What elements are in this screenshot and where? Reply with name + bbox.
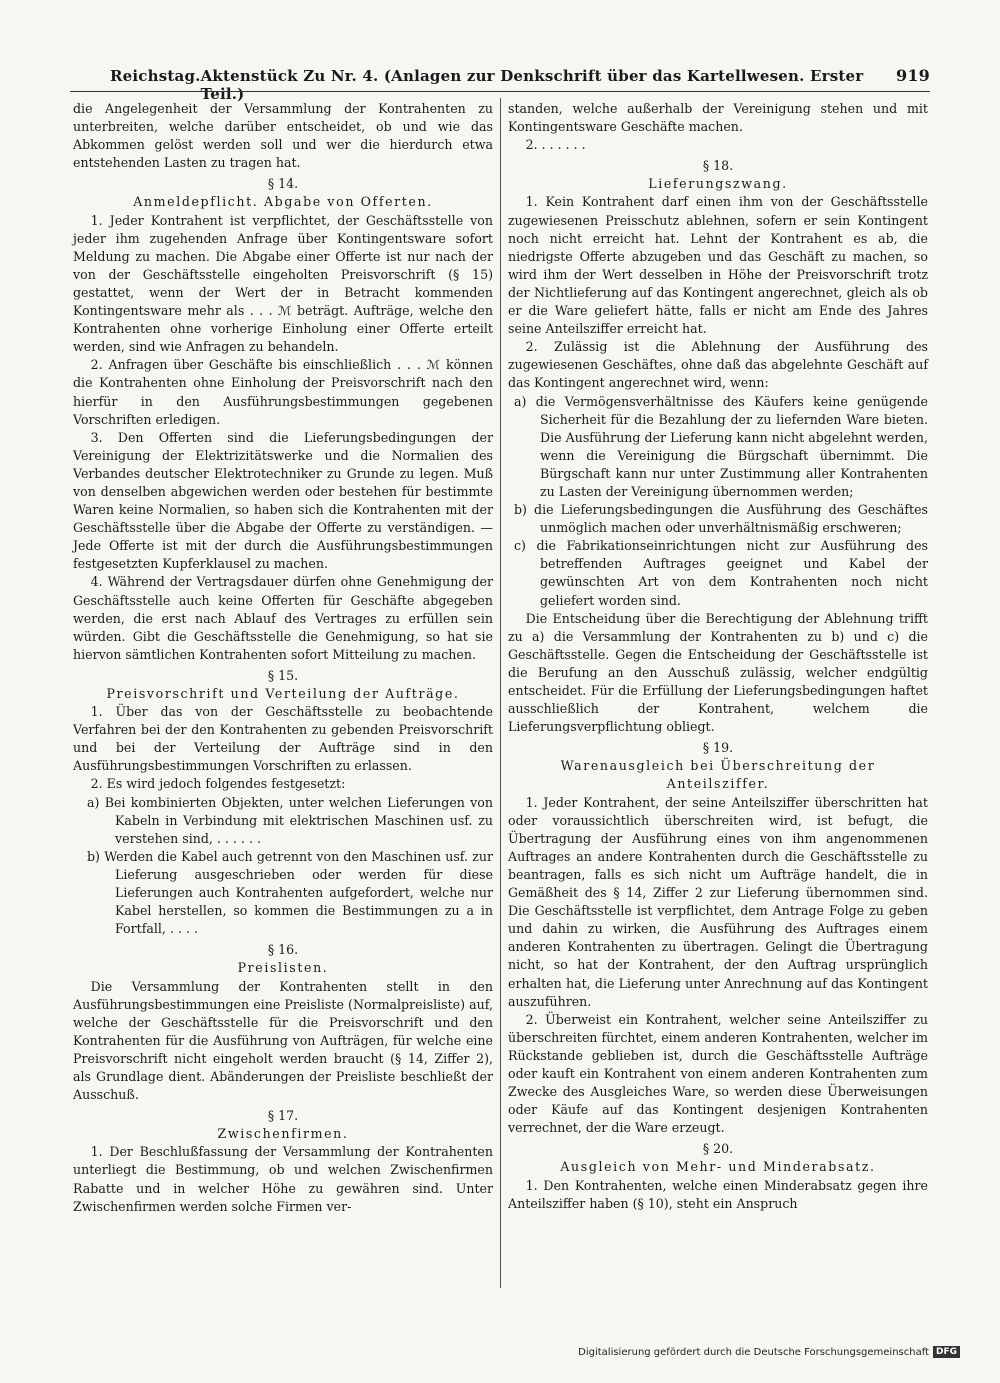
list-item: a) Bei kombinierten Objekten, unter welchen Lieferungen von Kabeln in Verbindung mit elektrischen Maschinen usf. zu verstehen sind, . . . . . . — [87, 794, 493, 846]
page-number: 919 — [896, 66, 930, 85]
section-title: Warenausgleich bei Überschreitung der Anteilsziffer. — [560, 758, 876, 792]
paragraph: 1. Den Kontrahenten, welche einen Minderabsatz gegen ihre Anteilsziffer haben (§ 10), steht ein Anspruch — [508, 1177, 928, 1211]
list-item: b) Werden die Kabel auch getrennt von den Maschinen usf. zur Lieferung ausgeschrieben oder werden für diese Lieferungen auch Kontrahenten aufgefordert, welche nur Kabel herstellen, so kommen die Bestimmungen zu a in Fortfall, . . . . — [87, 848, 493, 937]
section-title: Zwischenfirmen. — [217, 1126, 349, 1142]
section-number: § 20. — [702, 1141, 734, 1157]
section-title: Anmeldepflicht. Abgabe von Offerten. — [133, 194, 433, 210]
section-number: § 15. — [267, 667, 299, 683]
page-header — [110, 66, 930, 103]
section-title: Ausgleich von Mehr- und Minderabsatz. — [560, 1159, 876, 1175]
list-item: c) die Fabrikationseinrichtungen nicht zur Ausführung des betreffenden Auftrages geeignet und Kabel der gewünschten Art von dem Kontrahenten noch nicht geliefert worden sind. — [514, 538, 928, 608]
paragraph: 1. Jeder Kontrahent ist verpflichtet, der Geschäftsstelle von jeder ihm zugehenden Anfrage über Kontingentsware sofort Meldung zu machen. Die Abgabe einer Offerte ist nur nach der von der Geschäftsstelle eingeholten Preisvorschrift (§ 15) gestattet, wenn der Wert der in Betracht kommenden Kontingentsware mehr als . . . ℳ beträgt. Aufträge, welche den Kontrahenten ohne vorherige Einholung einer Offerte erteilt werden, sind wie Anfragen zu behandeln. — [73, 212, 493, 355]
section-number: § 16. — [267, 942, 299, 958]
paragraph: standen, welche außerhalb der Vereinigung stehen und mit Kontingentsware Geschäfte machen. — [508, 101, 928, 135]
paragraph: 1. Jeder Kontrahent, der seine Anteilsziffer überschritten hat oder voraussichtlich überschreiten wird, ist befugt, die Übertragung der Ausführung eines von ihm angenommenen Auftrages an andere Kontrahenten durch die Geschäftsstelle zu beantragen, falls es sich nicht um Aufträge handelt, die in Gemäßheit des § 14, Ziffer 2 zur Lieferung übernommen sind. Die Geschäftsstelle ist verpflichtet, dem Antrage Folge zu geben und dahin zu wirken, die Ausführung des Auftrages einem anderen Kontrahenten zu übertragen. Gelingt die Übertragung nicht, so hat der Kontrahent, der den Auftrag ursprünglich erhalten hat, die Lieferung unter Anrechnung auf das Kontingent auszuführen. — [508, 794, 928, 1009]
column-divider — [500, 98, 501, 1288]
paragraph: 1. Kein Kontrahent darf einen ihm von der Geschäftsstelle zugewiesenen Preisschutz ablehnen, sofern er sein Kontingent noch nicht erreicht hat. Lehnt der Kontrahent es ab, die niedrigste Offerte abzugeben und das Geschäft zu machen, so wird ihm der Wert desselben in Höhe der Preisvorschrift trotz der Nichtlieferung auf das Kontingent angerechnet, gleich als ob er die Ware geliefert hätte, falls er nicht am Ende des Jahres seine Anteilsziffer erreicht hat. — [508, 194, 928, 337]
section-number: § 14. — [267, 176, 299, 192]
dfg-logo: DFG — [933, 1346, 960, 1358]
paragraph: Die Versammlung der Kontrahenten stellt in den Ausführungsbestimmungen eine Preisliste (Normalpreisliste) auf, welche der Geschäftsstelle für die Preisvorschrift und den Kontrahenten für die Ausführung von Aufträgen, für welche eine Preisvorschrift nicht eingeholt werden braucht (§ 14, Ziffer 2), als Grundlage dient. Abänderungen der Preisliste beschließt der Ausschuß. — [73, 978, 493, 1103]
right-column — [508, 100, 928, 1213]
paragraph: die Angelegenheit der Versammlung der Kontrahenten zu unterbreiten, welche darüber entscheidet, ob und wie das Abkommen gelöst werden soll und wer die hierdurch etwa entstehenden Lasten zu tragen hat. — [73, 101, 493, 171]
header-left: Reichstag. — [110, 67, 201, 85]
list-item: b) die Lieferungsbedingungen die Ausführung des Geschäftes unmöglich machen oder unverhältnismäßig erschweren; — [514, 502, 928, 536]
section-number: § 17. — [267, 1108, 299, 1124]
left-column — [73, 100, 493, 1216]
paragraph: 2. Es wird jedoch folgendes festgesetzt: — [90, 776, 346, 792]
header-title: Aktenstück Zu Nr. 4. (Anlagen zur Denkschrift über das Kartellwesen. Erster Teil.) — [200, 67, 864, 103]
paragraph: 2. Zulässig ist die Ablehnung der Ausführung des zugewiesenen Geschäftes, ohne daß das abgelehnte Geschäft auf das Kontingent angerechnet wird, wenn: — [508, 339, 928, 391]
credit-text: Digitalisierung gefördert durch die Deutsche Forschungsgemeinschaft — [578, 1346, 929, 1358]
digitization-credit — [578, 1344, 960, 1360]
paragraph: 2. Überweist ein Kontrahent, welcher seine Anteilsziffer zu überschreiten fürchtet, einem anderen Kontrahenten, welcher im Rückstande geblieben ist, durch die Geschäftsstelle Aufträge oder kauft ein Kontrahent von einem anderen Kontrahenten zum Zwecke des Ausgleiches Ware, so werden diese Überweisungen oder Käufe auf das Kontingent desjenigen Kontrahenten verrechnet, der die Ware erzeugt. — [508, 1011, 928, 1136]
paragraph: 1. Über das von der Geschäftsstelle zu beobachtende Verfahren bei der den Kontrahenten zu gebenden Preisvorschrift und bei der Verteilung der Aufträge sind in den Ausführungsbestimmungen Vorschriften zu erlassen. — [73, 704, 493, 774]
paragraph: 2. Anfragen über Geschäfte bis einschließlich . . . ℳ können die Kontrahenten ohne Einholung der Preisvorschrift nach den hierfür in den Ausführungsbestimmungen gegebenen Vorschriften erledigen. — [73, 357, 493, 427]
paragraph: 1. Der Beschlußfassung der Versammlung der Kontrahenten unterliegt die Bestimmung, ob und welchen Zwischenfirmen Rabatte und in welcher Höhe zu gewähren sind. Unter Zwischenfirmen werden solche Firmen ver- — [73, 1144, 493, 1214]
section-title: Preisvorschrift und Verteilung der Aufträge. — [106, 686, 460, 701]
section-number: § 18. — [702, 158, 734, 174]
section-title: Preislisten. — [237, 960, 329, 976]
section-number: § 19. — [702, 740, 734, 756]
paragraph: Die Entscheidung über die Berechtigung der Ablehnung trifft zu a) die Versammlung der Kontrahenten zu b) und c) die Geschäftsstelle. Gegen die Entscheidung der Geschäftsstelle ist die Berufung an den Ausschuß zulässig, welcher endgültig entscheidet. Für die Erfüllung der Lieferungsbedingungen haftet ausschließlich der Kontrahent, welchem die Lieferungsverpflichtung obliegt. — [508, 610, 928, 735]
section-title: Lieferungszwang. — [648, 176, 788, 192]
paragraph: 2. . . . . . . — [525, 137, 586, 153]
header-rule — [70, 91, 930, 92]
paragraph: 4. Während der Vertragsdauer dürfen ohne Genehmigung der Geschäftsstelle auch keine Offerten für Geschäfte abgegeben werden, die erst nach Ablauf des Vertrages zu erfüllen sein würden. Gibt die Geschäftsstelle die Genehmigung, so hat sie hiervon sämtlichen Kontrahenten sofort Mitteilung zu machen. — [73, 574, 493, 662]
paragraph: 3. Den Offerten sind die Lieferungsbedingungen der Vereinigung der Elektrizitätswerke und die Normalien des Verbandes deutscher Elektrotechniker zu Grunde zu legen. Muß von denselben abgewichen werden oder bestehen für bestimmte Waren keine Normalien, so haben sich die Kontrahenten mit der Geschäftsstelle über die Abgabe der Offerte zu verständigen. — Jede Offerte ist mit der durch die Ausführungsbestimmungen festgesetzten Kupferklausel zu machen. — [73, 429, 493, 572]
list-item: a) die Vermögensverhältnisse des Käufers keine genügende Sicherheit für die Bezahlung der zu liefernden Ware bieten. Die Ausführung der Lieferung kann nicht abgelehnt werden, wenn die Vereinigung die Bürgschaft übernimmt. Die Bürgschaft kann nur unter Zustimmung aller Kontrahenten zu Lasten der Vereinigung übernommen werden; — [514, 393, 928, 499]
